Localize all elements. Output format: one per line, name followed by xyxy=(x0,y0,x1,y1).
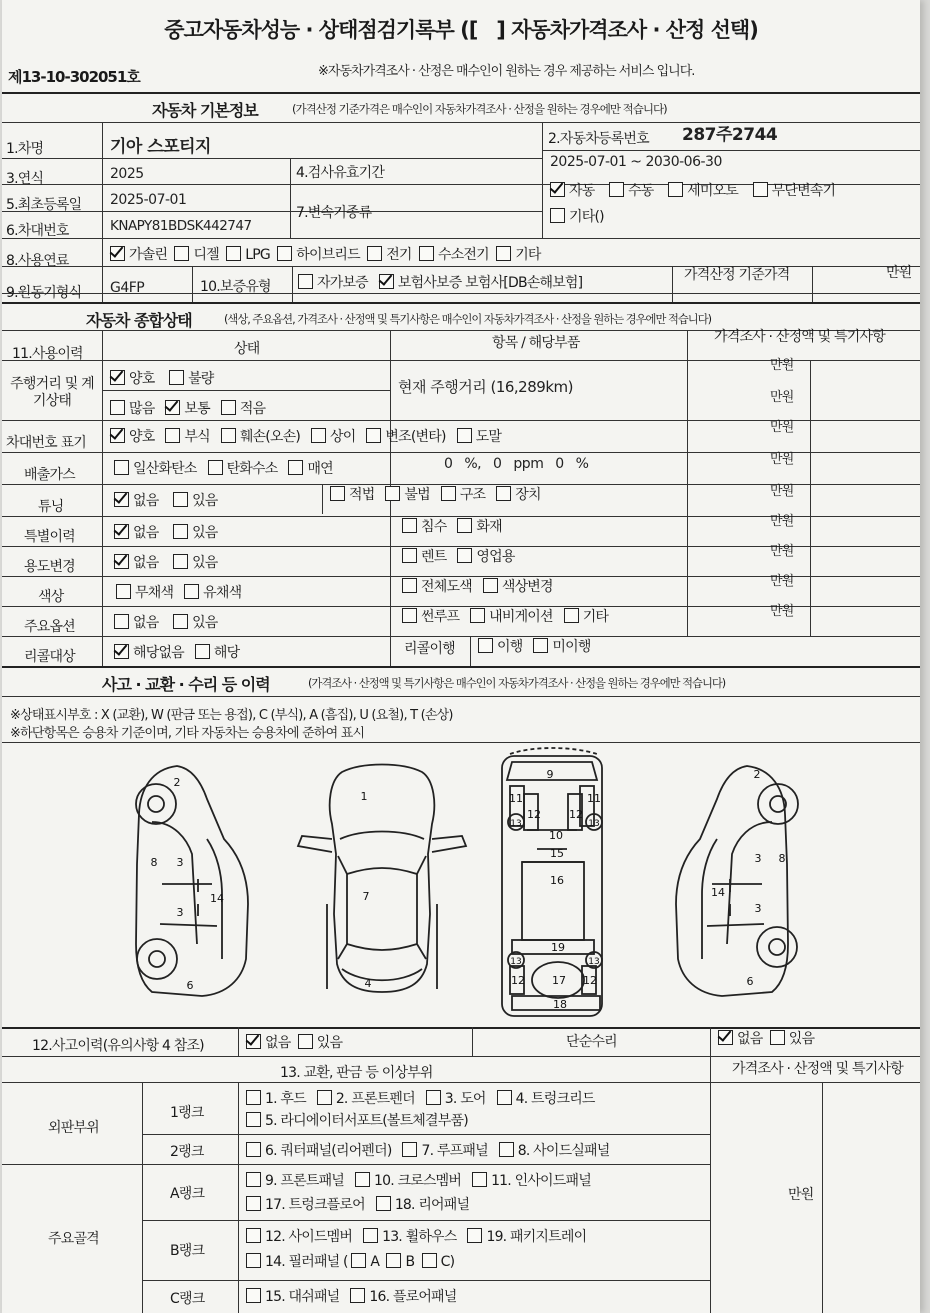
part-label-3b: 3 xyxy=(176,906,184,919)
engine-label: 9.원동기형식 xyxy=(6,285,82,301)
parts-price-title: 가격조사 · 산정액 및 특기사항 xyxy=(732,1061,903,1077)
mileage-many-checkbox[interactable]: 많음 xyxy=(110,401,154,417)
right-label-2: 2 xyxy=(753,768,761,781)
part-rear-panel-checkbox[interactable]: 18. 리어패널 xyxy=(376,1197,469,1213)
unit-special: 만원 xyxy=(770,514,794,529)
frame-label-13d: 13 xyxy=(588,957,600,967)
vin-mark-good-checkbox[interactable]: 양호 xyxy=(110,429,154,445)
unit-tuning: 만원 xyxy=(770,484,794,499)
frame-label-11a: 11 xyxy=(509,792,523,805)
part-dash-panel-checkbox[interactable]: 15. 대쉬패널 xyxy=(246,1289,339,1305)
fuel-gasoline-checkbox[interactable]: 가솔린 xyxy=(110,247,167,263)
rankA-label: A랭크 xyxy=(170,1186,205,1202)
engine-value: G4FP xyxy=(110,280,145,296)
frame-label-12c: 12 xyxy=(511,974,525,987)
tuning-structure-checkbox[interactable]: 구조 xyxy=(441,487,485,503)
mileage-label: 주행거리 및 계기상태 xyxy=(10,376,94,409)
tuning-detail-options xyxy=(330,484,541,504)
part-trunk-floor-checkbox[interactable]: 17. 트렁크플로어 xyxy=(246,1197,365,1213)
recall-done-checkbox[interactable]: 이행 xyxy=(478,639,522,655)
fuel-hydrogen-checkbox[interactable]: 수소전기 xyxy=(419,247,489,263)
mileage-bad-checkbox[interactable]: 불량 xyxy=(169,371,213,387)
right-label-3a: 3 xyxy=(754,852,762,865)
part-inside-panel-checkbox[interactable]: 11. 인사이드패널 xyxy=(472,1173,591,1189)
year-value: 2025 xyxy=(110,166,144,182)
basic-info-title: 자동차 기본정보 xyxy=(152,101,258,120)
trans-other-checkbox[interactable]: 기타() xyxy=(550,206,604,226)
vin-mark-damage-checkbox[interactable]: 훼손(오손) xyxy=(221,429,300,445)
usage-detail-options xyxy=(402,546,515,566)
overall-state-title: 자동차 종합상태 xyxy=(86,311,192,330)
top-label-7: 7 xyxy=(362,890,370,903)
basic-info-note: (가격산정 기준가격은 매수인이 자동차가격조사 · 산정을 원하는 경우에만 적습니다) xyxy=(292,102,667,116)
pillar-b-checkbox[interactable]: B xyxy=(386,1254,414,1270)
mileage-good-checkbox[interactable]: 양호 xyxy=(110,371,154,387)
accident-history-options xyxy=(246,1032,342,1052)
warranty-options xyxy=(298,272,582,292)
warranty-self-checkbox[interactable]: 자가보증 xyxy=(298,275,368,291)
main-options-presence xyxy=(114,612,218,632)
state-header: 상태 xyxy=(234,341,260,357)
part-cross-member-checkbox[interactable]: 10. 크로스멤버 xyxy=(355,1173,461,1189)
accident-exists-checkbox[interactable]: 있음 xyxy=(298,1035,342,1051)
recall-perform-label: 리콜이행 xyxy=(404,641,455,657)
top-label-1: 1 xyxy=(360,790,368,803)
color-chromatic-checkbox[interactable]: 유채색 xyxy=(184,585,241,601)
options-none-checkbox[interactable]: 없음 xyxy=(114,615,158,631)
price-service-notice: ※자동차가격조사 · 산정은 매수인이 원하는 경우 제공하는 서비스 입니다. xyxy=(318,64,695,79)
frame-label-19: 19 xyxy=(551,941,565,954)
tuning-none-checkbox[interactable]: 없음 xyxy=(114,493,158,509)
vin-mark-altered-checkbox[interactable]: 변조(변타) xyxy=(366,429,445,445)
part-hood-checkbox[interactable]: 1. 후드 xyxy=(246,1091,306,1107)
car-damage-diagram xyxy=(2,744,920,1026)
unit-emission: 만원 xyxy=(770,452,794,467)
option-other-checkbox[interactable]: 기타 xyxy=(564,609,608,625)
mileage-few-checkbox[interactable]: 적음 xyxy=(221,401,265,417)
emission-hc-checkbox[interactable]: 탄화수소 xyxy=(208,461,278,477)
emission-smoke-checkbox[interactable]: 매연 xyxy=(288,461,332,477)
part-side-sill-checkbox[interactable]: 8. 사이드실패널 xyxy=(499,1143,610,1159)
frame-label-12d: 12 xyxy=(583,974,597,987)
paint-options xyxy=(402,576,553,596)
fuel-label: 8.사용연료 xyxy=(6,253,69,269)
frame-label-16: 16 xyxy=(550,874,564,887)
right-label-3b: 3 xyxy=(754,902,762,915)
rankB-pillar xyxy=(246,1251,454,1271)
transmission-label: 7.변속기종류 xyxy=(296,205,372,221)
recall-none-checkbox[interactable]: 해당없음 xyxy=(114,645,184,661)
part-radiator-support-checkbox[interactable]: 5. 라디에이터서포트(볼트체결부품) xyxy=(246,1110,468,1130)
accident-section-title: 사고 · 교환 · 수리 등 이력 xyxy=(102,675,270,694)
unit-mileage-2: 만원 xyxy=(770,390,794,405)
rankC-label: C랭크 xyxy=(170,1291,205,1307)
frame-label-12b: 12 xyxy=(569,808,583,821)
part-package-tray-checkbox[interactable]: 19. 패키지트레이 xyxy=(467,1229,586,1245)
parts-title: 13. 교환, 판금 등 이상부위 xyxy=(280,1065,433,1081)
part-floor-panel-checkbox[interactable]: 16. 플로어패널 xyxy=(350,1289,456,1305)
rankB-items xyxy=(246,1226,586,1246)
transmission-options xyxy=(550,180,835,200)
part-label-2: 2 xyxy=(173,776,181,789)
unit-color: 만원 xyxy=(770,574,794,589)
price-basis-unit: 만원 xyxy=(886,265,912,281)
rank2-label: 2랭크 xyxy=(170,1144,204,1160)
top-label-4: 4 xyxy=(364,977,372,990)
unit-mileage-1: 만원 xyxy=(770,358,794,373)
vin-mark-options xyxy=(110,426,501,446)
rank1-items xyxy=(246,1088,595,1108)
emission-values: 0 %, 0 ppm 0 % xyxy=(444,456,589,472)
fuel-options xyxy=(110,244,541,264)
emission-co-checkbox[interactable]: 일산화탄소 xyxy=(114,461,197,477)
usage-business-checkbox[interactable]: 영업용 xyxy=(457,549,514,565)
usage-none-checkbox[interactable]: 없음 xyxy=(114,555,158,571)
part-pillar-panel-checkbox[interactable]: 14. 필러패널 ( xyxy=(246,1254,348,1270)
main-frame-label: 주요골격 xyxy=(48,1231,99,1247)
rankA-items xyxy=(246,1170,591,1190)
color-options xyxy=(116,582,241,602)
trans-semi-checkbox[interactable]: 세미오토 xyxy=(668,183,738,199)
vin-mark-label: 차대번호 표기 xyxy=(6,435,86,451)
color-achromatic-checkbox[interactable]: 무채색 xyxy=(116,585,173,601)
part-label-8: 8 xyxy=(150,856,158,869)
pillar-c-checkbox[interactable]: C) xyxy=(422,1254,455,1270)
recall-options xyxy=(114,642,239,662)
part-wheel-house-checkbox[interactable]: 13. 휠하우스 xyxy=(363,1229,456,1245)
part-side-member-checkbox[interactable]: 12. 사이드멤버 xyxy=(246,1229,352,1245)
unit-vin-mark: 만원 xyxy=(770,420,794,435)
use-history-header: 11.사용이력 xyxy=(12,346,83,362)
part-front-panel-checkbox[interactable]: 9. 프론트패널 xyxy=(246,1173,344,1189)
simple-repair-label: 단순수리 xyxy=(566,1034,617,1050)
vin-value: KNAPY81BDSK442747 xyxy=(110,218,252,234)
special-detail-options xyxy=(402,516,502,536)
car-name-label: 1.차명 xyxy=(6,141,44,157)
rank1-label: 1랭크 xyxy=(170,1105,204,1121)
frame-label-13a: 13 xyxy=(510,819,522,829)
fuel-other-checkbox[interactable]: 기타 xyxy=(496,247,540,263)
unit-options: 만원 xyxy=(770,604,794,619)
inspect-label: 4.검사유효기간 xyxy=(296,165,385,181)
inspect-period-value: 2025-07-01 ~ 2030-06-30 xyxy=(550,154,722,170)
rankB-label: B랭크 xyxy=(170,1243,205,1259)
fuel-lpg-checkbox[interactable]: LPG xyxy=(226,247,270,263)
vin-mark-smear-checkbox[interactable]: 도말 xyxy=(457,429,501,445)
fuel-diesel-checkbox[interactable]: 디젤 xyxy=(174,247,218,263)
special-exists-checkbox[interactable]: 있음 xyxy=(173,525,217,541)
frame-label-13c: 13 xyxy=(510,957,522,967)
trans-cvt-checkbox[interactable]: 무단변속기 xyxy=(753,183,836,199)
repair-exists-checkbox[interactable]: 있음 xyxy=(770,1031,814,1047)
warranty-insurance-value: 보험사[DB손해보험] xyxy=(465,275,583,291)
outer-panel-label: 외판부위 xyxy=(48,1120,99,1136)
special-none-checkbox[interactable]: 없음 xyxy=(114,525,158,541)
accident-section-note: (가격조사 · 산정액 및 특기사항은 매수인이 자동차가격조사 · 산정을 원하는 경우에만 적습니다) xyxy=(308,677,726,690)
vin-label: 6.차대번호 xyxy=(6,223,69,239)
usage-change-label: 용도변경 xyxy=(24,559,75,575)
frame-label-17: 17 xyxy=(552,974,566,987)
main-options-label: 주요옵션 xyxy=(24,619,75,635)
usage-rent-checkbox[interactable]: 렌트 xyxy=(402,549,446,565)
frame-label-10: 10 xyxy=(549,829,563,842)
right-side-view xyxy=(676,766,798,996)
rank2-items xyxy=(246,1140,610,1160)
parts-price-unit: 만원 xyxy=(788,1187,814,1203)
rankC-items xyxy=(246,1286,457,1306)
trans-manual-checkbox[interactable]: 수동 xyxy=(609,183,653,199)
frame-label-12a: 12 xyxy=(527,808,541,821)
options-exists-checkbox[interactable]: 있음 xyxy=(173,615,217,631)
color-label: 색상 xyxy=(38,589,64,605)
reg-no-label: 2.자동차등록번호 xyxy=(548,131,649,147)
mileage-level-options xyxy=(110,398,265,418)
special-history-label: 특별이력 xyxy=(24,529,75,545)
paint-full-checkbox[interactable]: 전체도색 xyxy=(402,579,472,595)
tuning-exists-checkbox[interactable]: 있음 xyxy=(173,493,217,509)
right-label-14: 14 xyxy=(711,886,725,899)
part-door-checkbox[interactable]: 3. 도어 xyxy=(426,1091,486,1107)
first-reg-value: 2025-07-01 xyxy=(110,192,187,208)
rankA-items-2 xyxy=(246,1194,469,1214)
tuning-options xyxy=(114,490,218,510)
part-label-14: 14 xyxy=(210,892,224,905)
recall-notdone-checkbox[interactable]: 미이행 xyxy=(533,639,590,655)
part-roof-panel-checkbox[interactable]: 7. 루프패널 xyxy=(402,1143,487,1159)
inspection-record-page xyxy=(2,0,920,1313)
special-history-options xyxy=(114,522,218,542)
special-flood-checkbox[interactable]: 침수 xyxy=(402,519,446,535)
usage-change-options xyxy=(114,552,218,572)
tuning-device-checkbox[interactable]: 장치 xyxy=(496,487,540,503)
car-name-value: 기아 스포티지 xyxy=(110,137,211,157)
simple-repair-options xyxy=(718,1028,814,1048)
frame-label-11b: 11 xyxy=(587,792,601,805)
options-detail xyxy=(402,606,608,626)
frame-label-9: 9 xyxy=(546,768,554,781)
first-reg-label: 5.최초등록일 xyxy=(6,197,82,213)
repair-none-checkbox[interactable]: 없음 xyxy=(718,1031,762,1047)
pillar-a-checkbox[interactable]: A xyxy=(351,1254,379,1270)
fuel-hybrid-checkbox[interactable]: 하이브리드 xyxy=(277,247,360,263)
paint-change-checkbox[interactable]: 색상변경 xyxy=(483,579,553,595)
part-trunk-lid-checkbox[interactable]: 4. 트렁크리드 xyxy=(497,1091,595,1107)
emission-options xyxy=(114,458,333,478)
overall-state-note: (색상, 주요옵션, 가격조사 · 산정액 및 특기사항은 매수인이 자동차가격조사 · 산정을 원하는 경우에만 적습니다) xyxy=(224,313,712,326)
warranty-label: 10.보증유형 xyxy=(200,279,271,295)
frame-label-18: 18 xyxy=(553,998,567,1011)
fuel-electric-checkbox[interactable]: 전기 xyxy=(367,247,411,263)
special-fire-checkbox[interactable]: 화재 xyxy=(457,519,501,535)
vin-mark-differ-checkbox[interactable]: 상이 xyxy=(311,429,355,445)
right-label-6: 6 xyxy=(746,975,754,988)
tuning-legal-checkbox[interactable]: 적법 xyxy=(330,487,374,503)
document-number: 제13-10-302051호 xyxy=(8,68,140,86)
warranty-insurance-checkbox[interactable]: 보험사보증 xyxy=(379,275,462,291)
tuning-illegal-checkbox[interactable]: 불법 xyxy=(385,487,429,503)
passenger-car-note: ※하단항목은 승용차 기준이며, 기타 자동차는 승용차에 준하여 표시 xyxy=(10,726,365,741)
usage-exists-checkbox[interactable]: 있음 xyxy=(173,555,217,571)
unit-usage: 만원 xyxy=(770,544,794,559)
recall-yes-checkbox[interactable]: 해당 xyxy=(195,645,239,661)
option-navi-checkbox[interactable]: 내비게이션 xyxy=(470,609,553,625)
status-symbol-legend: ※상태표시부호 : X (교환), W (판금 또는 용접), C (부식), A (흠집), U (요철), T (손상) xyxy=(10,708,453,723)
part-label-3a: 3 xyxy=(176,856,184,869)
part-label-6: 6 xyxy=(186,979,194,992)
accident-none-checkbox[interactable]: 없음 xyxy=(246,1035,290,1051)
recall-label: 리콜대상 xyxy=(24,649,75,665)
item-header: 항목 / 해당부품 xyxy=(492,335,580,351)
option-sunroof-checkbox[interactable]: 썬루프 xyxy=(402,609,459,625)
recall-perform-options xyxy=(478,636,591,656)
part-quarter-panel-checkbox[interactable]: 6. 쿼터패널(리어펜더) xyxy=(246,1143,392,1159)
accident-history-label: 12.사고이력(유의사항 4 참조) xyxy=(32,1038,204,1054)
price-notes-header: 가격조사 · 산정액 및 특기사항 xyxy=(714,329,885,345)
mileage-condition-options xyxy=(110,368,214,388)
current-mileage-value: 현재 주행거리 (16,289km) xyxy=(398,378,573,396)
part-front-fender-checkbox[interactable]: 2. 프론트펜더 xyxy=(317,1091,415,1107)
trans-auto-checkbox[interactable]: 자동 xyxy=(550,183,594,199)
price-basis-label: 가격산정 기준가격 xyxy=(684,267,790,283)
left-side-view xyxy=(136,766,248,996)
vin-mark-rust-checkbox[interactable]: 부식 xyxy=(165,429,209,445)
year-label: 3.연식 xyxy=(6,171,44,187)
tuning-label: 튜닝 xyxy=(38,499,64,515)
frame-label-13b: 13 xyxy=(588,819,600,829)
document-title: 중고자동차성능 · 상태점검기록부 ([ ] 자동차가격조사 · 산정 선택) xyxy=(164,18,758,42)
mileage-normal-checkbox[interactable]: 보통 xyxy=(165,401,209,417)
frame-label-15: 15 xyxy=(550,847,564,860)
reg-no-value: 287주2744 xyxy=(682,125,778,145)
emission-label: 배출가스 xyxy=(24,467,75,483)
top-view xyxy=(298,765,466,993)
right-label-8: 8 xyxy=(778,852,786,865)
